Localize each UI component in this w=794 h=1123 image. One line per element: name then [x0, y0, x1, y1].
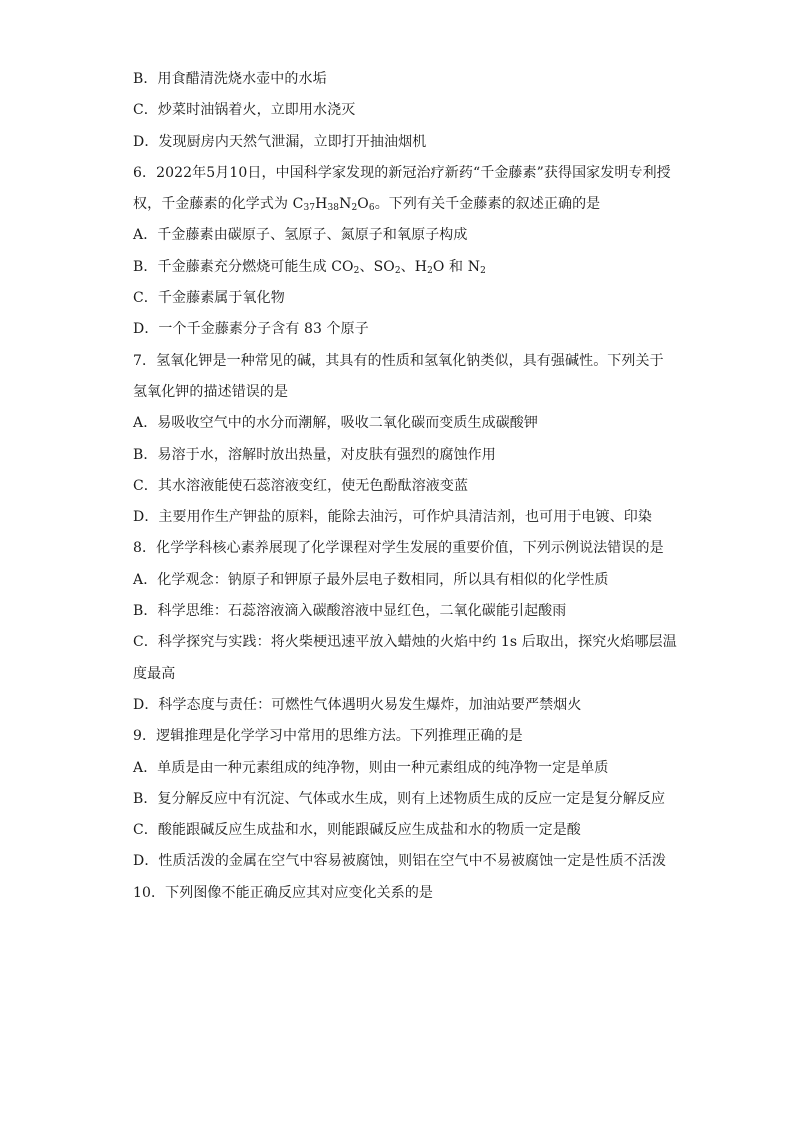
subscript: 6	[368, 203, 375, 214]
question-9-option-c: C．酸能跟碱反应生成盐和水，则能跟碱反应生成盐和水的物质一定是酸	[133, 822, 581, 839]
question-8-option-d: D．科学态度与责任：可燃性气体遇明火易发生爆炸，加油站要严禁烟火	[133, 696, 582, 713]
subscript: 2	[394, 265, 401, 276]
text-run: 、H	[400, 258, 428, 275]
question-9-option-a: A．单质是由一种元素组成的纯净物，则由一种元素组成的纯净物一定是单质	[133, 759, 609, 776]
question-10-stem: 10．下列图像不能正确反应其对应变化关系的是	[133, 884, 434, 901]
question-8-option-a: A．化学观念：钠原子和钾原子最外层电子数相同，所以具有相似的化学性质	[133, 571, 609, 588]
option-c-line: C．炒菜时油锅着火，立即用水浇灭	[133, 102, 356, 119]
question-6-option-d: D．一个千金藤素分子含有 83 个原子	[133, 321, 369, 338]
question-9-option-d: D．性质活泼的金属在空气中容易被腐蚀，则铝在空气中不易被腐蚀一定是性质不活泼	[133, 853, 667, 870]
question-8-option-b: B．科学思维：石蕊溶液滴入碳酸溶液中显红色，二氧化碳能引起酸雨	[133, 603, 567, 620]
question-6-stem: 6．2022年5月10日，中国科学家发现的新冠治疗新药“千金藤素”获得国家发明专利授	[133, 164, 671, 181]
question-6-stem-continued	[133, 189, 673, 220]
question-7-stem-continued: 氢氧化钾的描述错误的是	[133, 383, 289, 400]
question-7-option-d: D．主要用作生产钾盐的原料，能除去油污，可作炉具清洁剂，也可用于电镀、印染	[133, 509, 652, 526]
question-6-option-b	[133, 252, 673, 283]
question-7-option-c: C．其水溶液能使石蕊溶液变红，使无色酚酞溶液变蓝	[133, 477, 469, 494]
question-8-stem: 8．化学学科核心素养展现了化学课程对学生发展的重要价值，下列示例说法错误的是	[133, 540, 664, 557]
text-run: N	[339, 196, 352, 213]
subscript: 37	[303, 203, 316, 214]
subscript: 2	[480, 265, 486, 276]
question-8-option-c-continued: 度最高	[133, 665, 176, 682]
text-run: H	[315, 196, 328, 213]
question-text	[133, 64, 677, 909]
text-run: 权，千金藤素的化学式为 C	[133, 196, 304, 213]
text-run: O	[357, 196, 369, 213]
option-d-line: D．发现厨房内天然气泄漏，立即打开抽油烟机	[133, 133, 427, 150]
text-run: 。下列有关千金藤素的叙述正确的是	[374, 196, 601, 213]
text-run: O 和 N	[432, 258, 481, 275]
question-6-option-a: A．千金藤素由碳原子、氢原子、氮原子和氧原子构成	[133, 227, 468, 244]
subscript: 2	[351, 203, 358, 214]
subscript: 38	[327, 203, 340, 214]
subscript: 2	[353, 265, 360, 276]
text-run: B．千金藤素充分燃烧可能生成 CO	[133, 258, 354, 275]
question-9-stem: 9．逻辑推理是化学学习中常用的思维方法。下列推理正确的是	[133, 728, 523, 745]
subscript: 2	[427, 265, 433, 276]
text-run: 、SO	[359, 258, 395, 275]
question-6-option-c: C．千金藤素属于氧化物	[133, 290, 285, 307]
option-b-line: B．用食醋清洗烧水壶中的水垢	[133, 71, 327, 87]
question-7-stem: 7．氢氧化钾是一种常见的碱，其具有的性质和氢氧化钠类似，具有强碱性。下列关于	[133, 352, 664, 369]
question-7-option-b: B．易溶于水，溶解时放出热量，对皮肤有强烈的腐蚀作用	[133, 446, 496, 463]
question-8-option-c: C．科学探究与实践：将火柴梗迅速平放入蜡烛的火焰中约 1s 后取出，探究火焰哪层温	[133, 634, 677, 651]
question-9-option-b: B．复分解反应中有沉淀、气体或水生成，则有上述物质生成的反应一定是复分解反应	[133, 790, 666, 807]
question-7-option-a: A．易吸收空气中的水分而潮解，吸收二氧化碳而变质生成碳酸钾	[133, 415, 539, 432]
